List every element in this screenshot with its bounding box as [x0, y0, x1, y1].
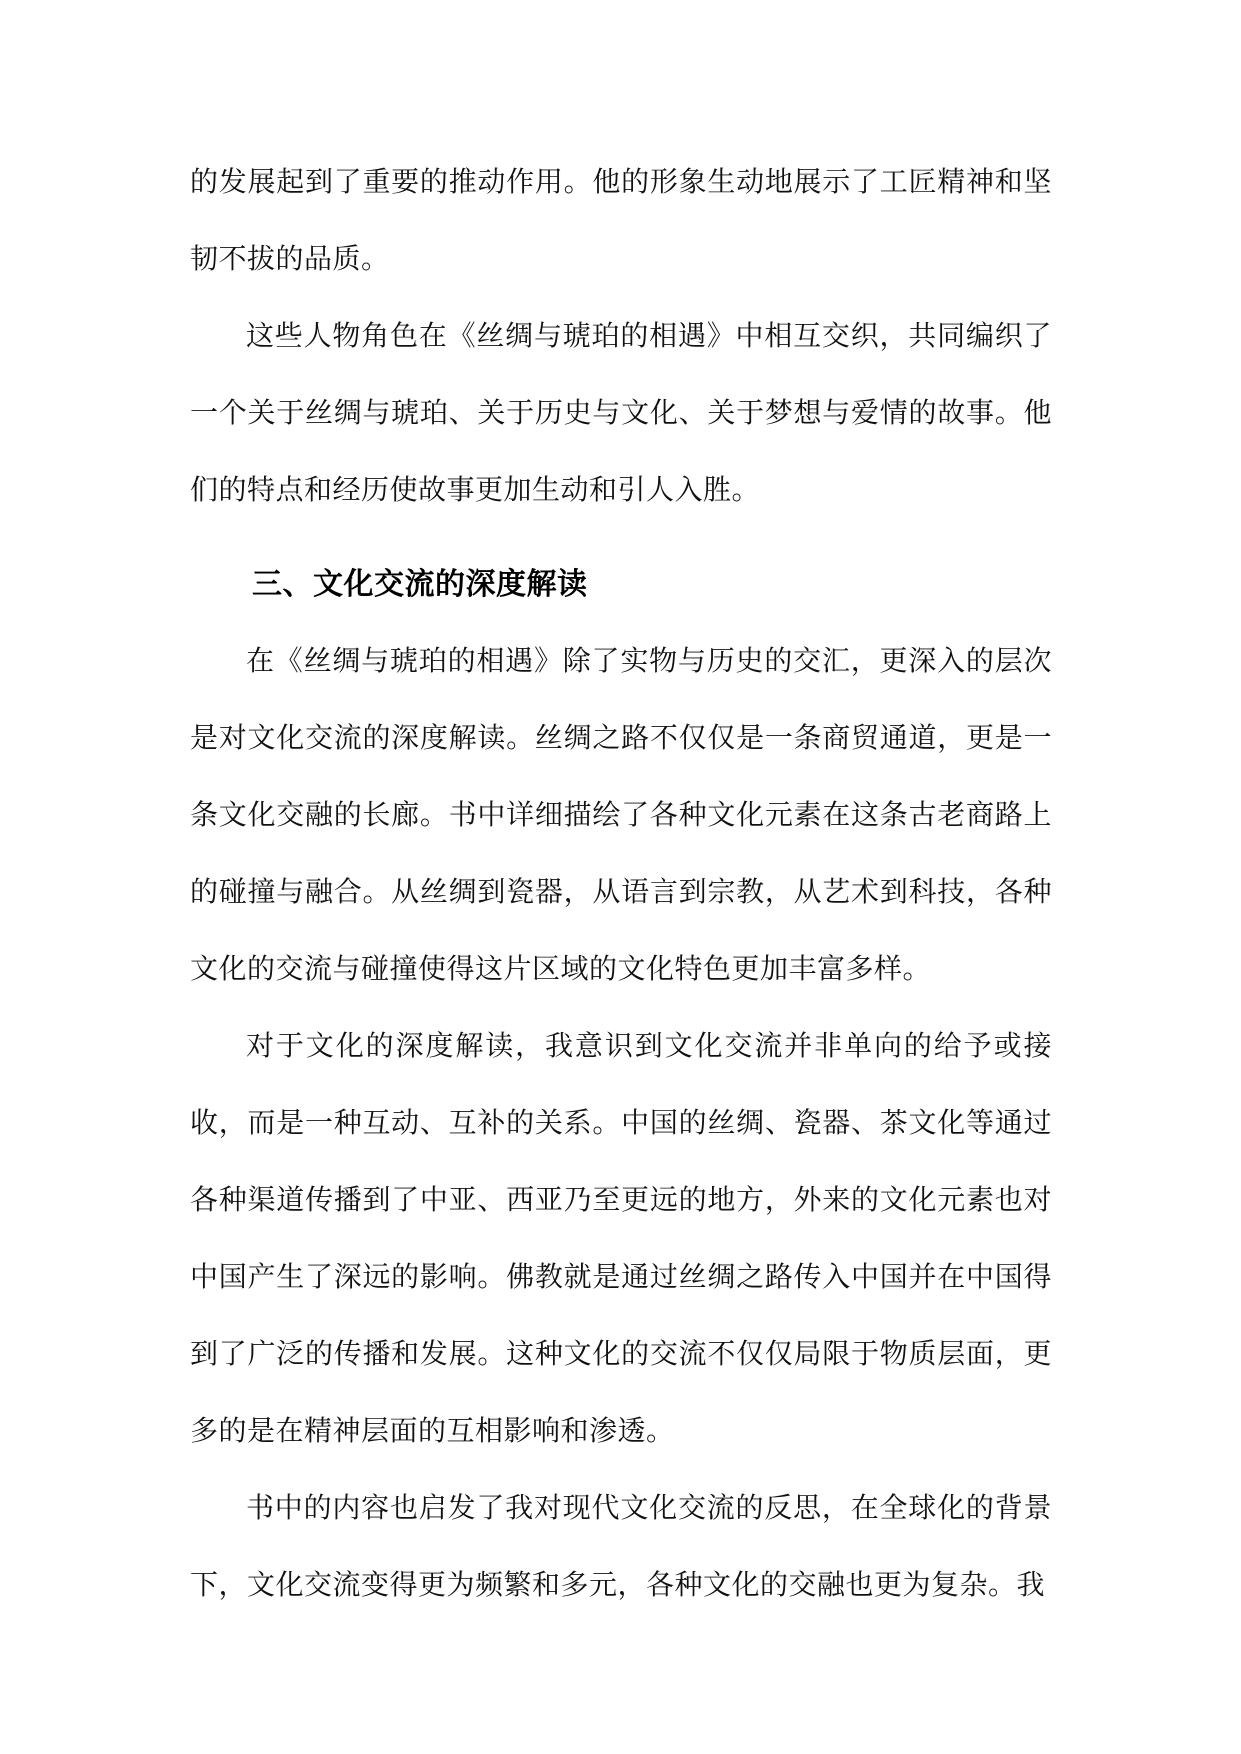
paragraph-characters-summary: 这些人物角色在《丝绸与琥珀的相遇》中相互交织，共同编织了一个关于丝绸与琥珀、关于历史与文化、关于梦想与爱情的故事。他们的特点和经历使故事更加生动和引人入胜。 [190, 319, 1052, 506]
paragraph-deep-interpretation: 对于文化的深度解读，我意识到文化交流并非单向的给予或接收，而是一种互动、互补的关系。中国的丝绸、瓷器、茶文化等通过各种渠道传播到了中亚、西亚乃至更远的地方，外来的文化元素也对中国产生了深远的影响。佛教就是通过丝绸之路传入中国并在中国得到了广泛的传播和发展。这种文化的交流不仅仅局限于物质层面，更多的是在精神层面的互相影响和渗透。 [190, 1029, 1052, 1447]
paragraph-continued: 的发展起到了重要的推动作用。他的形象生动地展示了工匠精神和坚韧不拔的品质。 [190, 165, 1052, 275]
paragraph-cultural-exchange: 在《丝绸与琥珀的相遇》除了实物与历史的交汇，更深入的层次是对文化交流的深度解读。丝绸之路不仅仅是一条商贸通道，更是一条文化交融的长廊。书中详细描绘了各种文化元素在这条古老商路上的碰撞与融合。从丝绸到瓷器，从语言到宗教，从艺术到科技，各种文化的交流与碰撞使得这片区域的文化特色更加丰富多样。 [190, 644, 1052, 985]
section-heading: 三、文化交流的深度解读 [252, 567, 588, 602]
paragraph-modern-reflection: 书中的内容也启发了我对现代文化交流的反思，在全球化的背景下，文化交流变得更为频繁和多元，各种文化的交融也更为复杂。我 [190, 1491, 1052, 1601]
document-body [190, 143, 1052, 1623]
